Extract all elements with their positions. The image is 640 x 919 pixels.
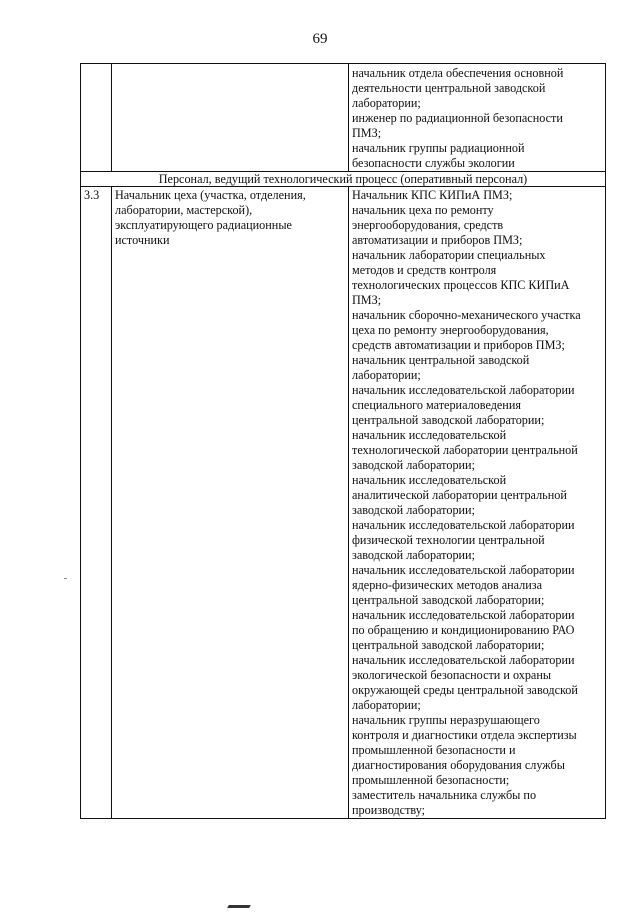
responsible-list (352, 65, 602, 171)
list-line: инженер по радиационной безопасности (352, 111, 563, 125)
list-line: методов и средств контроля (352, 263, 497, 277)
list-line: безопасности службы экологии (352, 156, 515, 170)
list-line: Начальник КПС КИПиА ПМЗ; (352, 188, 513, 202)
list-line: диагностирования оборудования службы (352, 758, 565, 772)
list-line: контроля и диагностики отдела экспертизы (352, 728, 577, 742)
list-line: по обращению и кондиционированию РАО (352, 623, 575, 637)
list-line: начальник цеха по ремонту (352, 203, 494, 217)
page-number: 69 (312, 31, 328, 47)
row-number-cell (81, 64, 112, 172)
list-line: заводской лаборатории; (352, 503, 475, 517)
list-line: начальник отдела обеспечения основной (352, 66, 564, 80)
list-line: деятельности центральной заводской (352, 81, 546, 95)
list-line: средств автоматизации и приборов ПМЗ; (352, 338, 565, 352)
list-line: цеха по ремонту энергооборудования, (352, 323, 549, 337)
list-line: начальник исследовательской лаборатории (352, 653, 575, 667)
list-line: заместитель начальника службы по (352, 788, 537, 802)
list-line: лаборатории; (352, 368, 421, 382)
list-line: лаборатории; (352, 698, 421, 712)
section-title: Персонал, ведущий технологический процесс (оперативный персонал) (81, 172, 606, 187)
list-line: заводской лаборатории; (352, 548, 475, 562)
list-line: центральной заводской лаборатории; (352, 638, 545, 652)
list-line: начальник центральной заводской (352, 353, 530, 367)
list-line: окружающей среды центральной заводской (352, 683, 578, 697)
position-cell: Начальник цеха (участка, отделения, лаборатории, мастерской), эксплуатирующего радиационные источники (112, 187, 349, 819)
list-line: начальник сборочно-механического участка (352, 308, 581, 322)
list-line: технологической лаборатории центральной (352, 443, 578, 457)
list-line: промышленной безопасности и (352, 743, 516, 757)
responsible-list-cell (349, 187, 606, 819)
list-line: начальник исследовательской (352, 428, 507, 442)
list-line: экологической безопасности и охраны (352, 668, 552, 682)
row-number-cell: 3.3 (81, 187, 112, 819)
responsible-list-cell (349, 64, 606, 172)
list-line: начальник группы радиационной (352, 141, 525, 155)
list-line: специального материаловедения (352, 398, 521, 412)
list-line: начальник лаборатории специальных (352, 248, 546, 262)
list-line: технологических процессов КПС КИПиА (352, 278, 570, 292)
list-line: начальник исследовательской лаборатории (352, 383, 575, 397)
list-line: начальник исследовательской лаборатории (352, 563, 575, 577)
personnel-table (80, 63, 606, 819)
list-line: центральной заводской лаборатории; (352, 593, 545, 607)
list-line: начальник группы неразрушающего (352, 713, 540, 727)
list-line: физической технологии центральной (352, 533, 545, 547)
table-row (81, 187, 606, 819)
list-line: начальник исследовательской лаборатории (352, 608, 575, 622)
list-line: ПМЗ; (352, 126, 382, 140)
list-line: автоматизации и приборов ПМЗ; (352, 233, 523, 247)
list-line: производству; (352, 803, 426, 817)
scan-artifact (64, 578, 67, 579)
table-row (81, 64, 606, 172)
scan-artifact (227, 905, 251, 908)
list-line: энергооборудования, средств (352, 218, 504, 232)
list-line: заводской лаборатории; (352, 458, 475, 472)
list-line: начальник исследовательской лаборатории (352, 518, 575, 532)
list-line: промышленной безопасности; (352, 773, 510, 787)
list-line: центральной заводской лаборатории; (352, 413, 545, 427)
list-line: ПМЗ; (352, 293, 382, 307)
list-line: аналитической лаборатории центральной (352, 488, 567, 502)
list-line: ядерно-физических методов анализа (352, 578, 542, 592)
position-cell (112, 64, 349, 172)
responsible-list (352, 188, 602, 818)
list-line: начальник исследовательской (352, 473, 507, 487)
table-section-row (81, 172, 606, 187)
list-line: лаборатории; (352, 96, 421, 110)
